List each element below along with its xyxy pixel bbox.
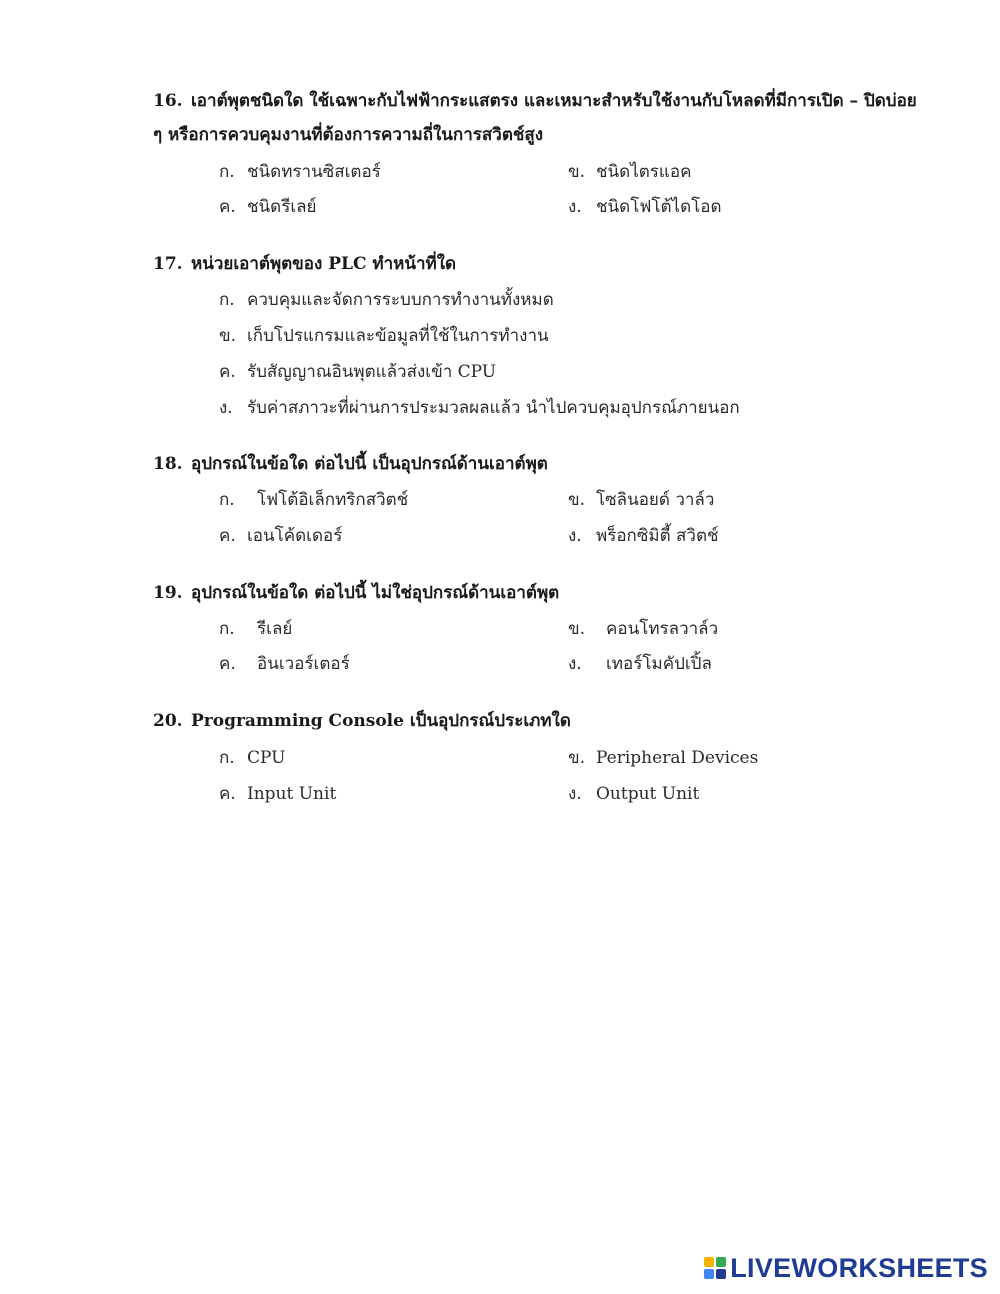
option-label: ก. bbox=[219, 490, 235, 510]
option-label: ง. bbox=[568, 654, 582, 674]
question-19-option-b[interactable] bbox=[568, 615, 718, 642]
question-19-option-d[interactable] bbox=[568, 650, 712, 677]
question-19-option-a[interactable] bbox=[219, 615, 292, 642]
option-label: ก. bbox=[219, 619, 235, 639]
option-text: อินเวอร์เตอร์ bbox=[257, 654, 350, 674]
option-label: ค. bbox=[219, 784, 236, 804]
option-text: ควบคุมและจัดการระบบการทำงานทั้งหมด bbox=[247, 290, 554, 310]
liveworksheets-logo[interactable] bbox=[704, 1252, 988, 1284]
option-text: ชนิดไตรแอค bbox=[596, 162, 692, 182]
logo-text: LIVEWORKSHEETS bbox=[730, 1252, 988, 1283]
question-20-option-d[interactable] bbox=[568, 780, 699, 807]
option-label: ข. bbox=[568, 490, 586, 510]
option-label: ข. bbox=[568, 162, 586, 182]
option-text: เอนโค้ดเดอร์ bbox=[247, 526, 343, 546]
question-18-option-c[interactable] bbox=[219, 522, 342, 549]
question-number: 20. bbox=[153, 711, 183, 731]
option-label: ค. bbox=[219, 654, 236, 674]
option-label: ค. bbox=[219, 526, 236, 546]
option-text: คอนโทรลวาล์ว bbox=[606, 619, 719, 639]
question-number: 18. bbox=[153, 454, 183, 474]
question-16-text-continued: ๆ หรือการควบคุมงานที่ต้องการความถี่ในการสวิตช์สูง bbox=[153, 125, 544, 145]
option-text: Output Unit bbox=[596, 784, 700, 804]
question-20-option-b[interactable] bbox=[568, 744, 758, 771]
option-text: พร็อกซิมิตี้ สวิตช์ bbox=[596, 526, 719, 546]
question-number: 17. bbox=[153, 254, 183, 274]
question-20-option-a[interactable] bbox=[219, 744, 285, 771]
question-20-option-c[interactable] bbox=[219, 780, 336, 807]
question-16-title bbox=[153, 87, 917, 114]
option-label: ง. bbox=[568, 784, 582, 804]
option-text: Input Unit bbox=[247, 784, 337, 804]
option-text: ชนิดโฟโต้ไดโอด bbox=[596, 197, 722, 217]
option-label: ง. bbox=[568, 526, 582, 546]
option-label: ง. bbox=[568, 197, 582, 217]
question-16-option-d[interactable] bbox=[568, 193, 722, 220]
option-text: CPU bbox=[247, 748, 286, 768]
question-18-option-a[interactable] bbox=[219, 486, 408, 513]
question-19-title bbox=[153, 579, 559, 606]
question-18-title bbox=[153, 450, 548, 477]
question-16-option-c[interactable] bbox=[219, 193, 317, 220]
option-label: ง. bbox=[219, 398, 233, 418]
question-number: 16. bbox=[153, 91, 183, 111]
question-17-title bbox=[153, 250, 456, 277]
option-text: เทอร์โมคัปเปิ้ล bbox=[606, 654, 712, 674]
option-text: ชนิดทรานซิสเตอร์ bbox=[247, 162, 381, 182]
option-label: ค. bbox=[219, 197, 236, 217]
question-17-option-d[interactable] bbox=[219, 394, 740, 421]
question-text: อุปกรณ์ในข้อใด ต่อไปนี้ ไม่ใช่อุปกรณ์ด้านเอาต์พุต bbox=[191, 583, 560, 603]
question-17-option-b[interactable] bbox=[219, 322, 549, 349]
option-label: ข. bbox=[568, 748, 586, 768]
option-label: ก. bbox=[219, 748, 235, 768]
question-text: หน่วยเอาต์พุตของ PLC ทำหน้าที่ใด bbox=[191, 254, 457, 274]
option-text: ชนิดรีเลย์ bbox=[247, 197, 317, 217]
question-text: อุปกรณ์ในข้อใด ต่อไปนี้ เป็นอุปกรณ์ด้านเอาต์พุต bbox=[191, 454, 548, 474]
question-20-title bbox=[153, 707, 571, 734]
question-18-option-b[interactable] bbox=[568, 486, 714, 513]
option-label: ค. bbox=[219, 362, 236, 382]
option-label: ข. bbox=[219, 326, 237, 346]
question-17-option-a[interactable] bbox=[219, 286, 554, 313]
question-text: เอาต์พุตชนิดใด ใช้เฉพาะกับไฟฟ้ากระแสตรง และเหมาะสำหรับใช้งานกับโหลดที่มีการเปิด – ปิดบ่อย bbox=[191, 91, 917, 111]
option-text: เก็บโปรแกรมและข้อมูลที่ใช้ในการทำงาน bbox=[247, 326, 549, 346]
option-text: โซลินอยด์ วาล์ว bbox=[596, 490, 715, 510]
liveworksheets-logo-icon bbox=[704, 1257, 726, 1279]
question-17-option-c[interactable] bbox=[219, 358, 496, 385]
option-label: ก. bbox=[219, 162, 235, 182]
question-16-option-a[interactable] bbox=[219, 158, 381, 185]
question-16-option-b[interactable] bbox=[568, 158, 691, 185]
option-text: โฟโต้อิเล็กทริกสวิตช์ bbox=[257, 490, 409, 510]
question-number: 19. bbox=[153, 583, 183, 603]
option-label: ก. bbox=[219, 290, 235, 310]
option-text: รับสัญญาณอินพุตแล้วส่งเข้า CPU bbox=[247, 362, 497, 382]
option-text: รีเลย์ bbox=[257, 619, 293, 639]
question-text: Programming Console เป็นอุปกรณ์ประเภทใด bbox=[191, 711, 571, 731]
option-label: ข. bbox=[568, 619, 586, 639]
question-18-option-d[interactable] bbox=[568, 522, 719, 549]
option-text: Peripheral Devices bbox=[596, 748, 759, 768]
option-text: รับค่าสภาวะที่ผ่านการประมวลผลแล้ว นำไปควบคุมอุปกรณ์ภายนอก bbox=[247, 398, 740, 418]
question-19-option-c[interactable] bbox=[219, 650, 350, 677]
